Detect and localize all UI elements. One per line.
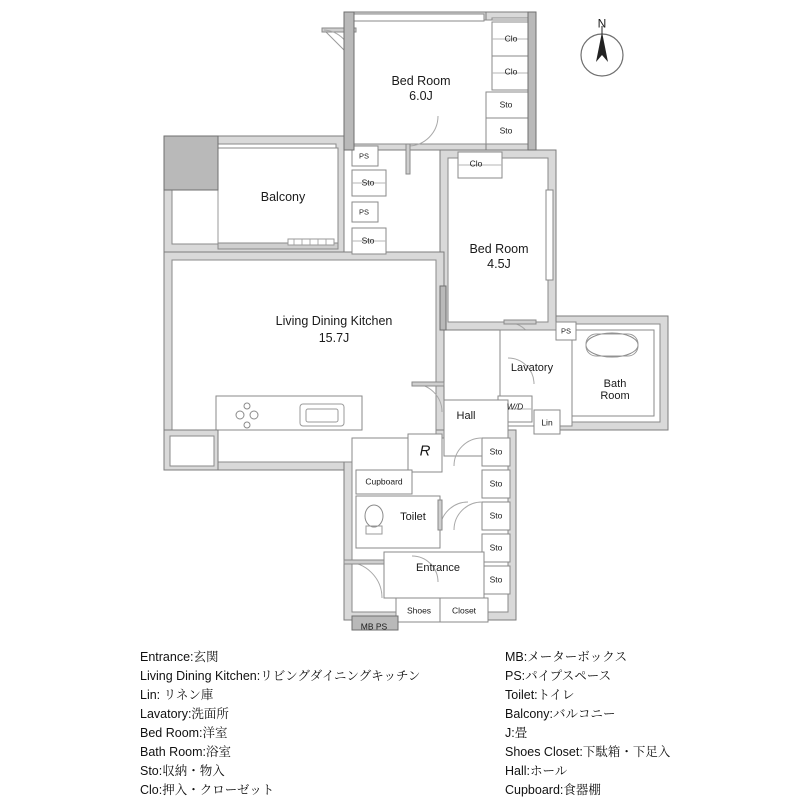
fixture-label-meter-box: MB PS: [360, 621, 388, 632]
legend-item: Living Dining Kitchen:リビングダイニングキッチン: [140, 669, 421, 683]
fixture-label-storage-left-1: Sto: [361, 177, 375, 188]
legend-item: Shoes Closet:下駄箱・下足入: [505, 745, 671, 759]
room-label-lavatory: Lavatory: [510, 362, 554, 375]
legend-item: Clo:押入・クローゼット: [140, 783, 275, 797]
fixture-label-closet-second: Clo: [504, 66, 518, 77]
room-label-bath: Bath: [603, 378, 627, 391]
lavatory-detail: [498, 322, 576, 434]
legend-item: Cupboard:食器棚: [505, 783, 601, 797]
room-label-bedroom-6j: Bed Room: [391, 74, 451, 89]
legend-item: Bed Room:洋室: [140, 726, 228, 740]
legend-left-column: [140, 648, 420, 800]
legend-item: Sto:収納・物入: [140, 764, 225, 778]
room-label-bedroom-45j: Bed Room: [469, 242, 529, 257]
legend-item: J:畳: [505, 726, 528, 740]
legend-item: PS:パイプスペース: [505, 669, 612, 683]
fixture-label-shoes: Shoes: [406, 605, 432, 616]
legend-item: Bath Room:浴室: [140, 745, 232, 759]
fixture-label-sto-hall-2: Sto: [489, 478, 503, 489]
legend-item: Lavatory:洗面所: [140, 707, 229, 721]
fixture-label-ps-1: PS: [358, 151, 370, 161]
legend-item: Hall:ホール: [505, 764, 568, 778]
fixture-label-sto-hall-5: Sto: [489, 574, 503, 585]
fixture-label-sto-hall-3: Sto: [489, 510, 503, 521]
room-label-bath-second: Room: [600, 390, 630, 403]
legend-item: Balcony:バルコニー: [505, 707, 616, 721]
fixture-label-closet-entry: Closet: [451, 605, 477, 616]
room-label-toilet: Toilet: [400, 511, 426, 524]
fixture-label-refrigerator: R: [419, 442, 431, 460]
room-size-bedroom-6j: 6.0J: [409, 89, 433, 104]
fixture-label-cupboard: Cupboard: [365, 476, 403, 487]
legend-item: Entrance:玄関: [140, 650, 219, 664]
legend-item: MB:メーターボックス: [505, 650, 628, 664]
room-size-ldk: 15.7J: [318, 331, 350, 346]
fixture-label-ps-2: PS: [358, 207, 370, 217]
room-label-hall: Hall: [456, 410, 476, 423]
compass-north-label: N: [597, 16, 607, 31]
fixture-label-sto-hall-1: Sto: [489, 446, 503, 457]
room-label-ldk: Living Dining Kitchen: [275, 314, 393, 329]
fixture-label-closet-upper: Clo: [504, 33, 518, 44]
room-label-balcony: Balcony: [260, 190, 306, 205]
fixture-label-storage-left-2: Sto: [361, 235, 375, 246]
fixture-label-storage-top-1: Sto: [499, 99, 513, 110]
room-label-entrance: Entrance: [415, 562, 461, 575]
legend-item: Lin: リネン庫: [140, 688, 214, 702]
legend-item: Toilet:トイレ: [505, 688, 575, 702]
fixture-label-sto-hall-4: Sto: [489, 542, 503, 553]
room-size-bedroom-45j: 4.5J: [487, 257, 511, 272]
legend: [0, 640, 800, 800]
legend-right-column: [505, 648, 670, 800]
fixture-label-ps-3: PS: [560, 326, 572, 336]
compass: [572, 10, 632, 80]
fixture-label-washer-dryer: W/D: [506, 401, 524, 412]
fixture-label-linen: Lin: [541, 417, 553, 428]
fixture-label-closet-mid: Clo: [469, 158, 483, 169]
fixture-label-storage-top-2: Sto: [499, 125, 513, 136]
